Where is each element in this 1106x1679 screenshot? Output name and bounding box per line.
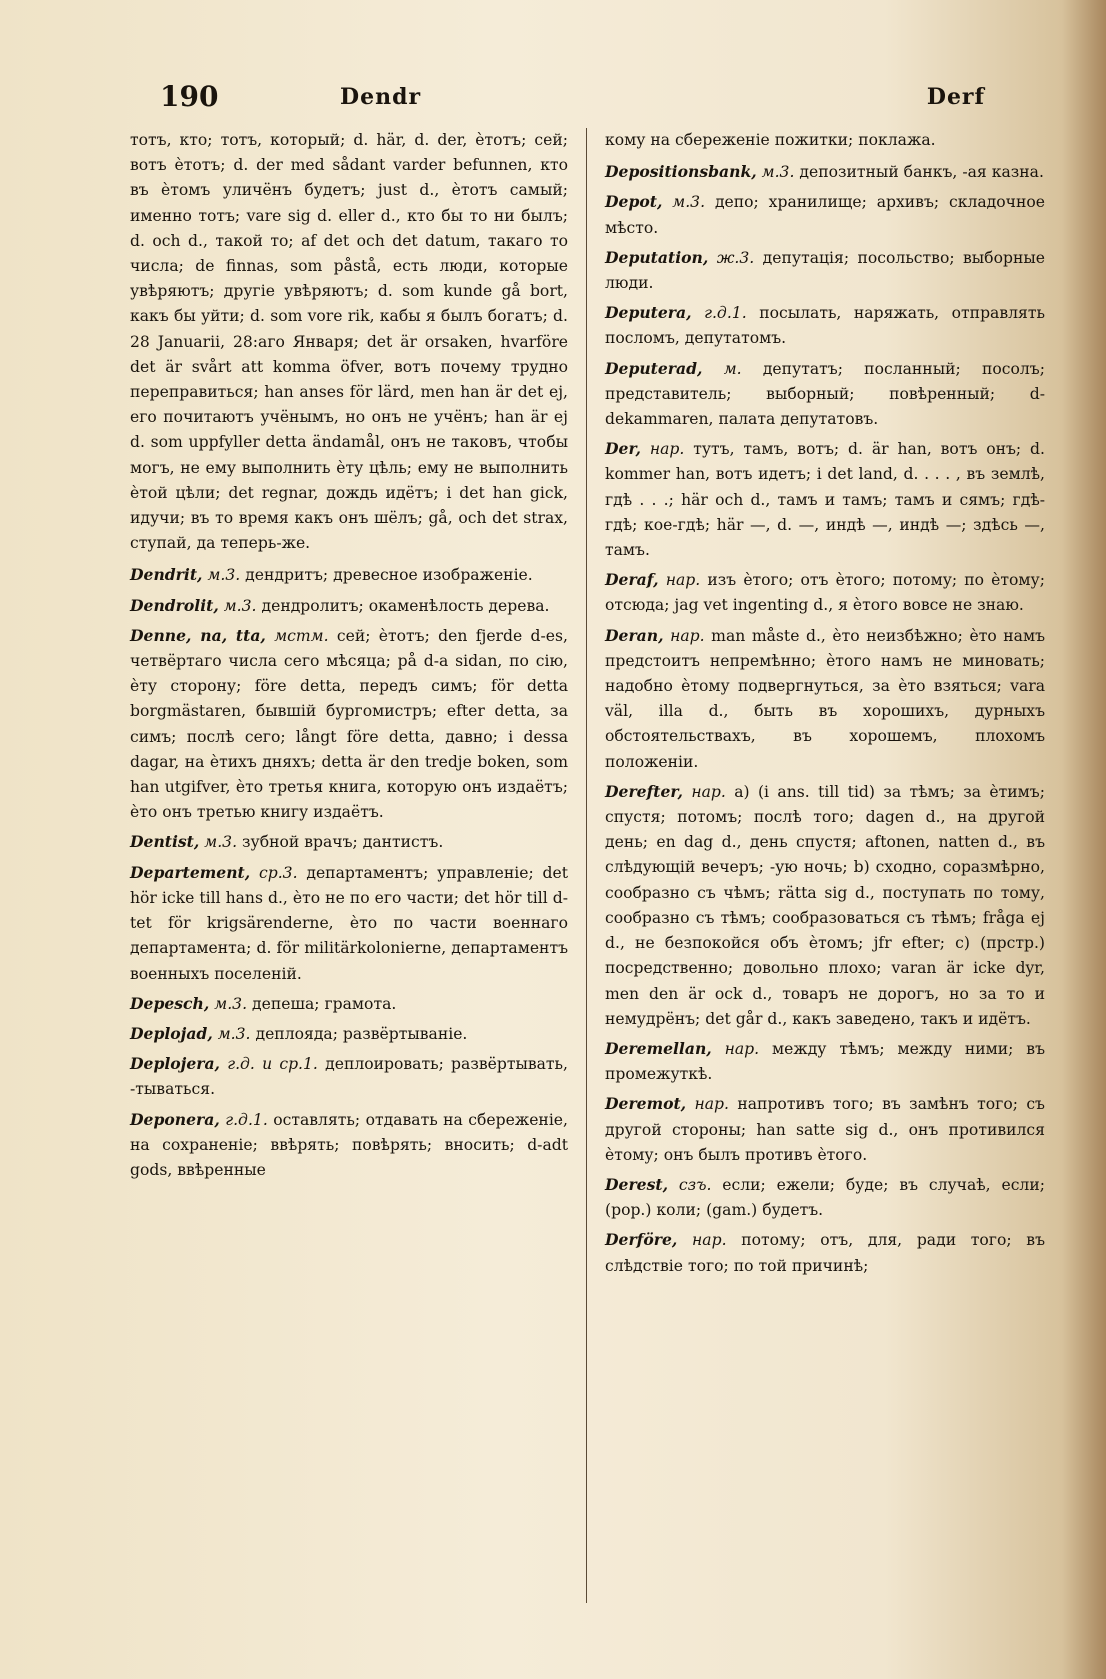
entry-deremellan (605, 1036, 1045, 1087)
entry-text: дендролитъ; окаменѣлость дерева. (261, 596, 550, 615)
grammar-label: нар. (724, 1039, 760, 1058)
entry-text: потому; отъ, для, ради того; въ слѣдствіе того; по той причинѣ; (605, 1231, 1045, 1275)
entry-deputation (605, 245, 1045, 296)
entry-text: департаментъ; управленіе; det hör icke till hans d., ѐто не по его части; det hör till d-tet för krigsärenderne, ѐто по части военнаго департамента; d. för militärkolonierne, департаментъ военныхъ поселеній. (130, 863, 568, 983)
entry-der (605, 436, 1045, 563)
grammar-label: нар. (649, 440, 685, 459)
headword: Deputerad, (605, 358, 703, 378)
column-divider (586, 128, 587, 1603)
headword: Depesch, (130, 993, 210, 1013)
entry-text: депо; хранилище; архивъ; складочное мѣсто. (605, 193, 1045, 237)
headword: Derefter, (605, 781, 683, 801)
headword: Denne, na, tta, (130, 625, 266, 645)
entry-text: изъ ѐтого; отъ ѐтого; потому; по ѐтому; отсюда; jag vet ingenting d., я ѐтого вовсе не знаю. (605, 571, 1045, 615)
grammar-label: ср.3. (258, 863, 298, 882)
entry-text: депутатъ; посланный; посолъ; представитель; выборный; повѣренный; d-dekammaren, палата депутатовъ. (605, 359, 1045, 429)
grammar-label: г.д.1. (225, 1110, 268, 1129)
entry-text: депозитный банкъ, -ая казна. (799, 163, 1044, 182)
entry-text: если; ежели; буде; въ случаѣ, если; (рор.) коли; (gam.) будетъ. (605, 1175, 1045, 1220)
entry-derefter (605, 779, 1045, 1032)
headword: Deremellan, (605, 1038, 712, 1058)
entry-text: депутація; посольство; выборные люди. (605, 248, 1045, 293)
headword: Depot, (605, 192, 663, 212)
grammar-label: м.3. (207, 566, 241, 585)
grammar-label: сзъ. (678, 1175, 712, 1194)
headword: Deponera, (130, 1109, 220, 1129)
headword: Dendrolit, (130, 595, 219, 615)
page-header (160, 80, 1000, 116)
entry-text: зубной врачъ; дантистъ. (242, 833, 444, 852)
entry-text: оставлять; отдавать на сбереженіе, на сохраненіе; ввѣрять; повѣрять; вносить; d-adt gods, ввѣренные (130, 1110, 568, 1179)
headword: Derföre, (605, 1230, 678, 1250)
entry-text: тотъ, кто; тотъ, который; d. här, d. der, ѐтотъ; сей; вотъ ѐтотъ; d. der med sådant varder befunnen, кто въ ѐтомъ уличёнъ будетъ; just d., ѐтотъ самый; именно тотъ; vare sig d. eller d., кто бы то ни былъ; d. och d., такой то; af det och det datum, такаго то числа; de finnas, som påstå, есть люди, которые увѣряютъ; другіе увѣряютъ; d. som kunde gå bort, какъ бы уйти; d. som vore rik, кабы я былъ богатъ; d. 28 Januarii, 28:аго Января; det är orsaken, hvarföre det är svårt att komma öfver, вотъ почему трудно переправиться; han anses för lärd, men han är det ej, его почитаютъ учёнымъ, но онъ не учёнъ; han är ej d. som uppfyller detta ändamål, онъ не таковъ, чтобы могъ, не ему выполнить ѐту цѣль; ему не выполнить ѐтой цѣли; det regnar, дождь идётъ; i det han gick, идучи; въ то время какъ онъ шёлъ; gå, och det strax, ступай, да теперь-же. (130, 131, 568, 553)
headword: Derest, (605, 1174, 668, 1194)
entry-deran (605, 623, 1045, 775)
entry-deponera (130, 1107, 568, 1184)
grammar-label: м. (723, 359, 742, 378)
entry-departement (130, 860, 568, 987)
grammar-label: г.д. и ср.1. (227, 1055, 318, 1074)
entry-text: депеша; грамота. (252, 994, 397, 1013)
entry-deputera (605, 300, 1045, 351)
grammar-label: мстм. (274, 626, 329, 645)
entry-text: тутъ, тамъ, вотъ; d. är han, вотъ онъ; d. kommer han, вотъ идетъ; i det land, d. . . . , въ землѣ, гдѣ . . .; här och d., тамъ и тамъ; тамъ и сямъ; гдѣ-гдѣ; кое-гдѣ; här —, d. —, индѣ —, индѣ —; здѣсь —, тамъ. (605, 440, 1045, 560)
entry-text: между тѣмъ; между ними; въ промежуткѣ. (605, 1039, 1045, 1084)
grammar-label: нар. (670, 626, 705, 645)
headword: Dentist, (130, 832, 200, 852)
left-column (130, 128, 568, 1187)
headword: Deputation, (605, 247, 709, 267)
headword: Dendrit, (130, 565, 203, 585)
entry-derest (605, 1172, 1045, 1223)
grammar-label: м.3. (761, 163, 795, 182)
entry-text: кому на сбереженіе пожитки; поклажа. (605, 131, 936, 149)
grammar-label: ж.3. (716, 248, 755, 267)
grammar-label: м.3. (204, 833, 238, 852)
grammar-label: м.3. (223, 596, 257, 615)
headword: Deran, (605, 625, 664, 645)
entry-deponera-continued (605, 128, 1045, 153)
entry-depositionsbank (605, 159, 1045, 185)
entry-text: напротивъ того; въ замѣнъ того; съ другой стороны; han satte sig d., онъ противился ѐтому; онъ былъ противъ ѐтого. (605, 1095, 1045, 1164)
entry-text: деплоировать; развёртывать, -тываться. (130, 1055, 569, 1099)
grammar-label: нар. (665, 571, 701, 590)
entry-deremot (605, 1091, 1045, 1168)
entry-text: деплояда; развёртываніе. (255, 1024, 468, 1043)
entry-text: посылать, наряжать, отправлять посломъ, депутатомъ. (605, 304, 1045, 348)
entry-derfore (605, 1227, 1045, 1278)
headword: Deremot, (605, 1094, 687, 1114)
entry-text: man måste d., ѐто неизбѣжно; ѐто намъ предстоитъ непремѣнно; ѐтого намъ не миновать; надобно ѐтому подвергнуться, за ѐто взяться; vara väl, illa d., быть въ хорошихъ, дурныхъ обстоятельствахъ, въ хорошемъ, плохомъ положеніи. (605, 626, 1045, 771)
entry-deplojad (130, 1021, 568, 1047)
entry-text: сей; ѐтотъ; den fjerde d-es, четвёртаго числа сего мѣсяца; på d-a sidan, по сію, ѐту сторону; före detta, передъ симъ; för detta borgmästaren, бывшій бургомистръ; efter detta, за симъ; послѣ сего; långt före detta, давно; i dessa dagar, на ѐтихъ дняхъ; detta är den tredje boken, som han utgifver, ѐто третья книга, которую онъ издаётъ; ѐто онъ третью книгу издаётъ. (130, 626, 568, 822)
entry-dendrolit (130, 593, 568, 619)
headword: Deraf, (605, 570, 659, 590)
entry-deputerad (605, 356, 1045, 433)
entry-depot (605, 189, 1045, 240)
grammar-label: м.3. (214, 994, 248, 1013)
headword: Deplojad, (130, 1023, 213, 1043)
entry-deraf (605, 567, 1045, 618)
headword: Der, (605, 439, 641, 459)
right-column (605, 128, 1045, 1283)
grammar-label: м.3. (217, 1024, 251, 1043)
entry-dentist (130, 829, 568, 855)
guide-word-right: Derf (926, 84, 985, 110)
grammar-label: нар. (691, 782, 726, 801)
entry-den-continued (130, 128, 568, 556)
headword: Deplojera, (130, 1054, 220, 1074)
grammar-label: м.3. (672, 193, 706, 212)
entry-text: a) (i ans. till tid) за тѣмъ; за ѐтимъ; спустя; потомъ; послѣ того; dagen d., на другой день; en dag d., день спустя; aftonen, natten d., въ слѣдующій вечеръ; -ую ночь; b) сходно, соразмѣрно, сообразно съ чѣмъ; rätta sig d., поступать по тому, сообразно съ тѣмъ; сообразоваться съ тѣмъ; fråga ej d., не безпокойся объ ѐтомъ; jfr efter; c) (прстр.) посредственно; довольно плохо; varan är icke dyr, men den är ock d., товаръ не дорогъ, но за то и немудрёнъ; det går d., какъ заведено, такъ и идётъ. (605, 782, 1045, 1028)
grammar-label: г.д.1. (704, 304, 747, 323)
entry-deplojera (130, 1051, 568, 1102)
grammar-label: нар. (694, 1095, 729, 1114)
headword: Depositionsbank, (605, 162, 757, 182)
entry-dendrit (130, 562, 568, 588)
headword: Departement, (130, 862, 251, 882)
headword: Deputera, (605, 303, 692, 323)
grammar-label: нар. (692, 1231, 727, 1250)
entry-depesch (130, 991, 568, 1017)
entry-text: дендритъ; древесное изображеніе. (245, 566, 533, 585)
guide-word-left: Dendr (340, 84, 422, 110)
page-number: 190 (160, 80, 219, 113)
entry-denne (130, 623, 568, 826)
